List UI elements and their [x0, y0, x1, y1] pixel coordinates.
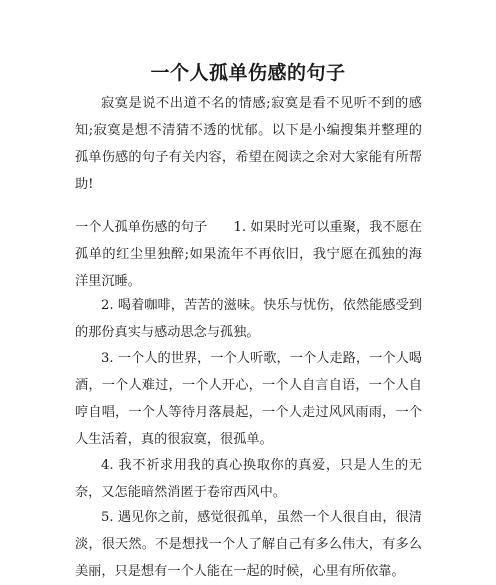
paragraph-2: 2. 喝着咖啡，苦苦的滋味。快乐与忧伤，依然能感受到的那份真实与感动思念与孤独。: [75, 298, 422, 340]
intro-paragraph: 寂寞是说不出道不名的情感;寂寞是看不见听不到的感知;寂寞是想不清猜不透的忧郁。以下是小编搜集并整理的孤单伤感的句子有关内容，希望在阅读之余对大家能有所帮助!: [75, 96, 422, 192]
paragraph-3: 3. 一个人的世界，一个人听歌，一个人走路，一个人喝酒，一个人难过，一个人开心，一个人自言自语，一个人自哼自唱，一个人等待月落晨起，一个人走过风风雨雨，一个人生活着，真的很寂寞，很孤单。: [75, 351, 422, 447]
page-title: 一个人孤单伤感的句子: [150, 62, 346, 84]
paragraph-5: 5. 遇见你之前，感觉很孤单，虽然一个人很自由，很清淡，很天然。不是想找一个人了解自己有多么伟大，有多么美丽，只是想有一个人能在一起的时候，心里有所依靠。: [75, 510, 422, 579]
paragraph-1: 一个人孤单伤感的句子 1. 如果时光可以重聚，我不愿在孤单的红尘里独醉;如果流年不再依旧，我宁愿在孤独的海洋里沉睡。: [75, 220, 422, 289]
paragraph-4: 4. 我不祈求用我的真心换取你的真爱，只是人生的无奈，又怎能暗然消匿于卷帘西风中。: [75, 458, 422, 500]
